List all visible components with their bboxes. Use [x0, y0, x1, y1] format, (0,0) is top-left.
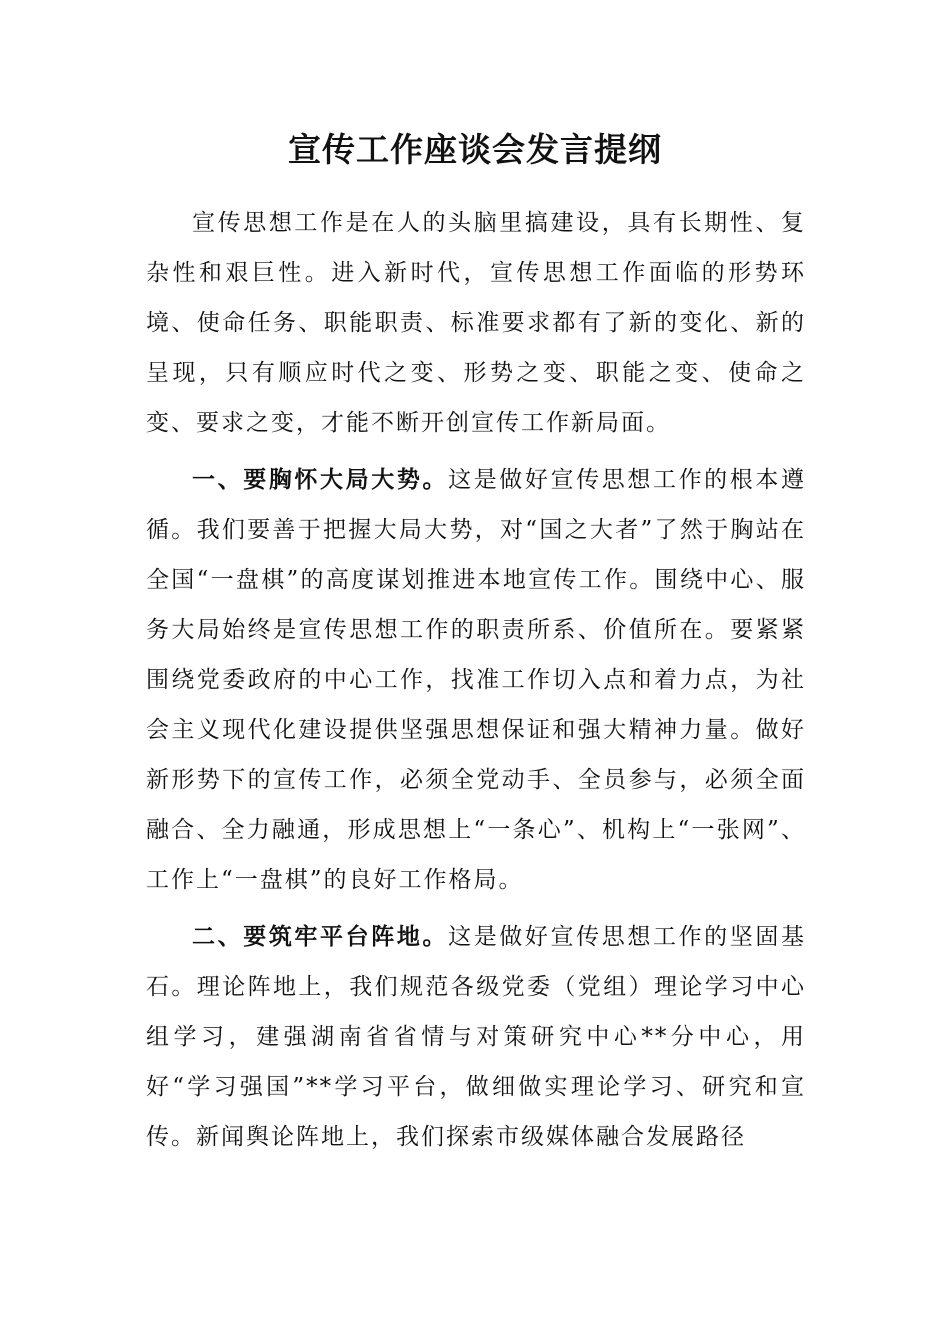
section-heading-1: 一、要胸怀大局大势。	[192, 466, 449, 493]
section-heading-2: 二、要筑牢平台阵地。	[192, 923, 449, 950]
paragraph-text: 这是做好宣传思想工作的坚固基石。理论阵地上，我们规范各级党委（党组）理论学习中心组学习，建强湖南省省情与对策研究中心**分中心，用好“学习强国”**学习平台，做细做实理论学习、研究和宣传。新闻舆论阵地上，我们探索市级媒体融合发展路径	[146, 924, 807, 1150]
paragraph-section-2	[146, 912, 806, 1162]
paragraph-intro	[146, 198, 806, 448]
paragraph-text: 宣传思想工作是在人的头脑里搞建设，具有长期性、复杂性和艰巨性。进入新时代，宣传思想工作面临的形势环境、使命任务、职能职责、标准要求都有了新的变化、新的呈现，只有顺应时代之变、形势之变、职能之变、使命之变、要求之变，才能不断开创宣传工作新局面。	[146, 210, 806, 436]
document-title: 宣传工作座谈会发言提纲	[288, 130, 662, 169]
document-body	[146, 198, 806, 1162]
paragraph-text: 这是做好宣传思想工作的根本遵循。我们要善于把握大局大势，对“国之大者”了然于胸站在全国“一盘棋”的高度谋划推进本地宣传工作。围绕中心、服务大局始终是宣传思想工作的职责所系、价值所在。要紧紧围绕党委政府的中心工作，找准工作切入点和着力点，为社会主义现代化建设提供坚强思想保证和强大精神力量。做好新形势下的宣传工作，必须全党动手、全员参与，必须全面融合、全力融通，形成思想上“一条心”、机构上“一张网”、工作上“一盘棋”的良好工作格局。	[146, 467, 807, 893]
paragraph-section-1	[146, 455, 806, 905]
